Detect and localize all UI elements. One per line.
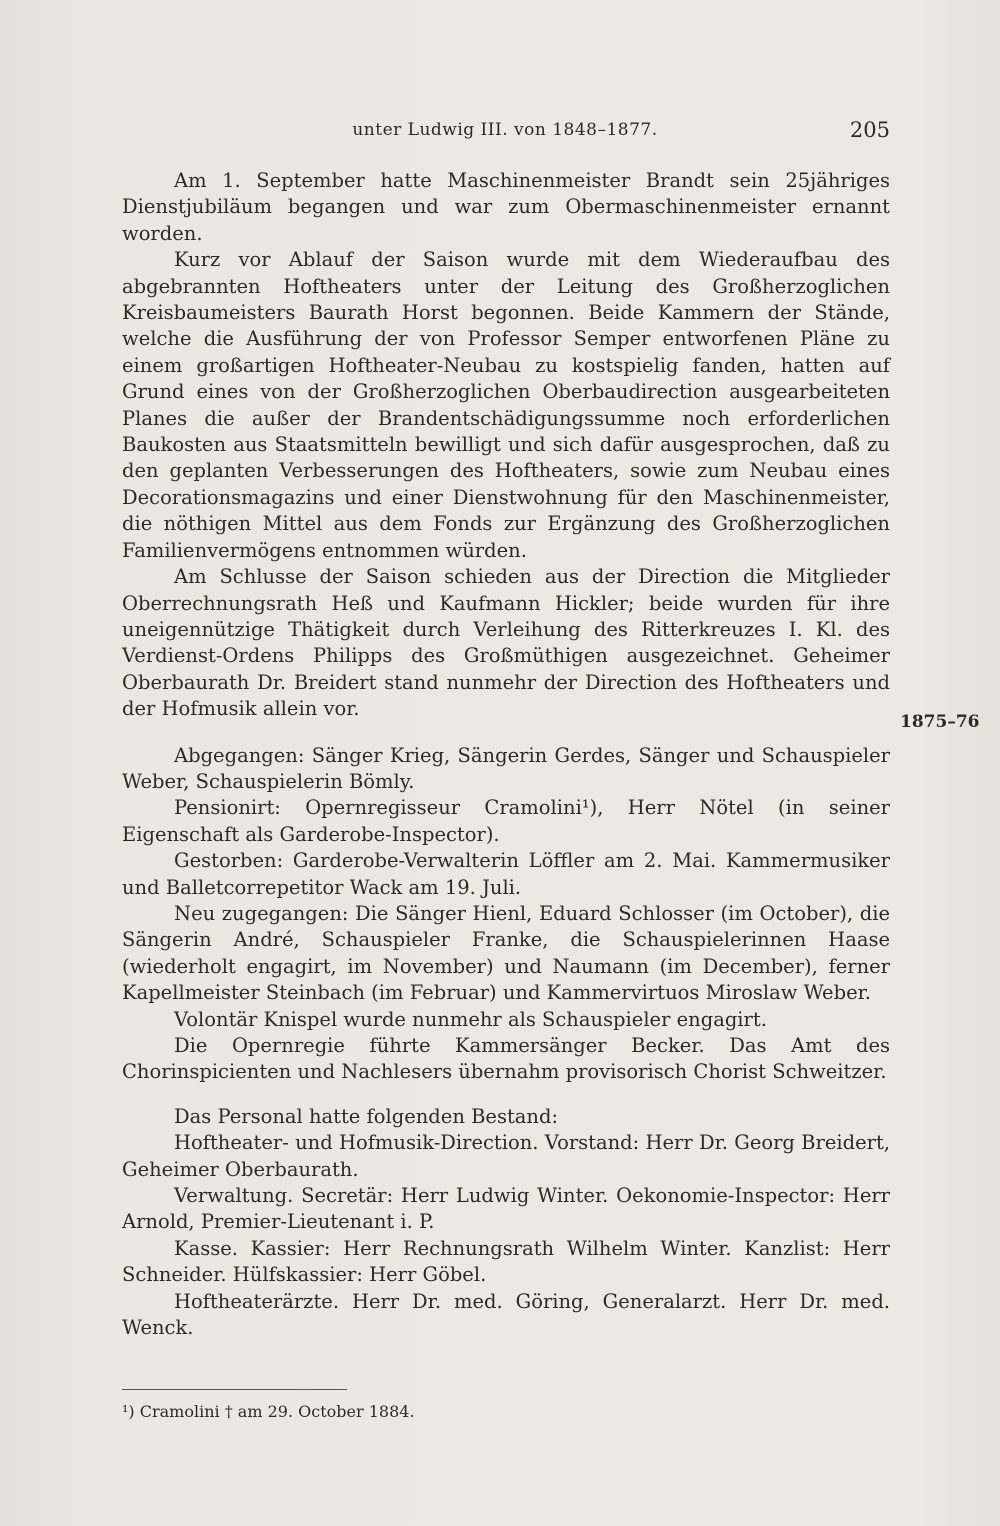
paragraph-jubilee: Am 1. September hatte Maschinenmeister Brandt sein 25jähriges Dienstjubiläum begangen und war zum Obermaschinenmeister ernannt worden.: [122, 169, 890, 245]
paragraph-new-arrivals: Neu zugegangen: Die Sänger Hienl, Eduard Schlosser (im October), die Sängerin André, Schauspieler Franke, die Schauspielerinnen Haase (wiederholt engagirt, im November) und Naumann (im December), ferner Kapellmeister Steinbach (im Februar) und Kammervirtuos Miroslaw Weber.: [122, 901, 890, 1005]
paragraph-physicians: Hoftheaterärzte. Herr Dr. med. Göring, Generalarzt. Herr Dr. med. Wenck.: [122, 1289, 890, 1340]
paragraph-rebuild: Kurz vor Ablauf der Saison wurde mit dem Wiederaufbau des abgebrannten Hoftheaters unter der Leitung des Großherzoglichen Kreisbaumeisters Baurath Horst begonnen. Beide Kammern der Stände, welche die Ausführung der von Professor Semper entworfenen Pläne zu einem großartigen Hoftheater-Neubau zu kostspielig fanden, hatten auf Grund eines von der Großherzoglichen Oberbaudirection ausgearbeiteten Planes die außer der Brandentschädigungssumme noch erforderlichen Baukosten aus Staatsmitteln bewilligt und sich dafür ausgesprochen, daß zu den geplanten Verbesserungen des Hoftheaters, sowie zum Neubau eines Decorationsmagazins und einer Dienstwohnung für den Maschinenmeister, die nöthigen Mittel aus dem Fonds zur Ergänzung des Großherzoglichen Familienvermögens entnommen würden.: [122, 248, 890, 562]
paragraph-administration: Verwaltung. Secretär: Herr Ludwig Winter. Oekonomie-Inspector: Herr Arnold, Premier-Lieutenant i. P.: [122, 1184, 890, 1234]
paragraph-personnel-intro: Das Personal hatte folgenden Bestand:: [174, 1104, 559, 1128]
body-text: [122, 168, 890, 1341]
page-number: 205: [849, 118, 890, 142]
paragraph-direction-board: Hoftheater- und Hofmusik-Direction. Vorstand: Herr Dr. Georg Breidert, Geheimer Oberbaurath.: [122, 1131, 890, 1181]
paragraph-opera-direction: Die Opernregie führte Kammersänger Becker. Das Amt des Chorinspicienten und Nachlesers übernahm provisorisch Chorist Schweitzer.: [122, 1034, 890, 1084]
paragraph-treasury: Kasse. Kassier: Herr Rechnungsrath Wilhelm Winter. Kanzlist: Herr Schneider. Hülfskassier: Herr Göbel.: [122, 1236, 890, 1287]
paragraph-direction: Am Schlusse der Saison schieden aus der Direction die Mitglieder Oberrechnungsrath Heß und Kaufmann Hickler; beide wurden für ihre uneigennützige Thätigkeit durch Verleihung des Ritterkreuzes I. Kl. des Verdienst-Ordens Philipps des Großmüthigen ausgezeichnet. Geheimer Oberbaurath Dr. Breidert stand nunmehr der Direction des Hoftheaters und der Hofmusik allein vor.: [122, 565, 890, 721]
section-gap: [122, 1086, 890, 1104]
footnote-rule: [122, 1389, 347, 1390]
running-head: [120, 118, 890, 144]
margin-year-note: 1875–76: [900, 712, 980, 732]
paragraph-departed: Abgegangen: Sänger Krieg, Sängerin Gerdes, Sänger und Schauspieler Weber, Schauspielerin Bömly.: [122, 743, 890, 793]
paragraph-pensioned: Pensionirt: Opernregisseur Cramolini¹), Herr Nötel (in seiner Eigenschaft als Garderobe-Inspector).: [122, 796, 890, 846]
footnote: ¹) Cramolini † am 29. October 1884.: [122, 1402, 415, 1421]
paragraph-deceased: Gestorben: Garderobe-Verwalterin Löffler am 2. Mai. Kammermusiker und Balletcorrepetitor Wack am 19. Juli.: [122, 849, 890, 899]
section-gap: [122, 723, 890, 743]
paragraph-volunteer: Volontär Knispel wurde nunmehr als Schauspieler engagirt.: [174, 1007, 767, 1031]
running-title: unter Ludwig III. von 1848–1877.: [352, 120, 658, 140]
